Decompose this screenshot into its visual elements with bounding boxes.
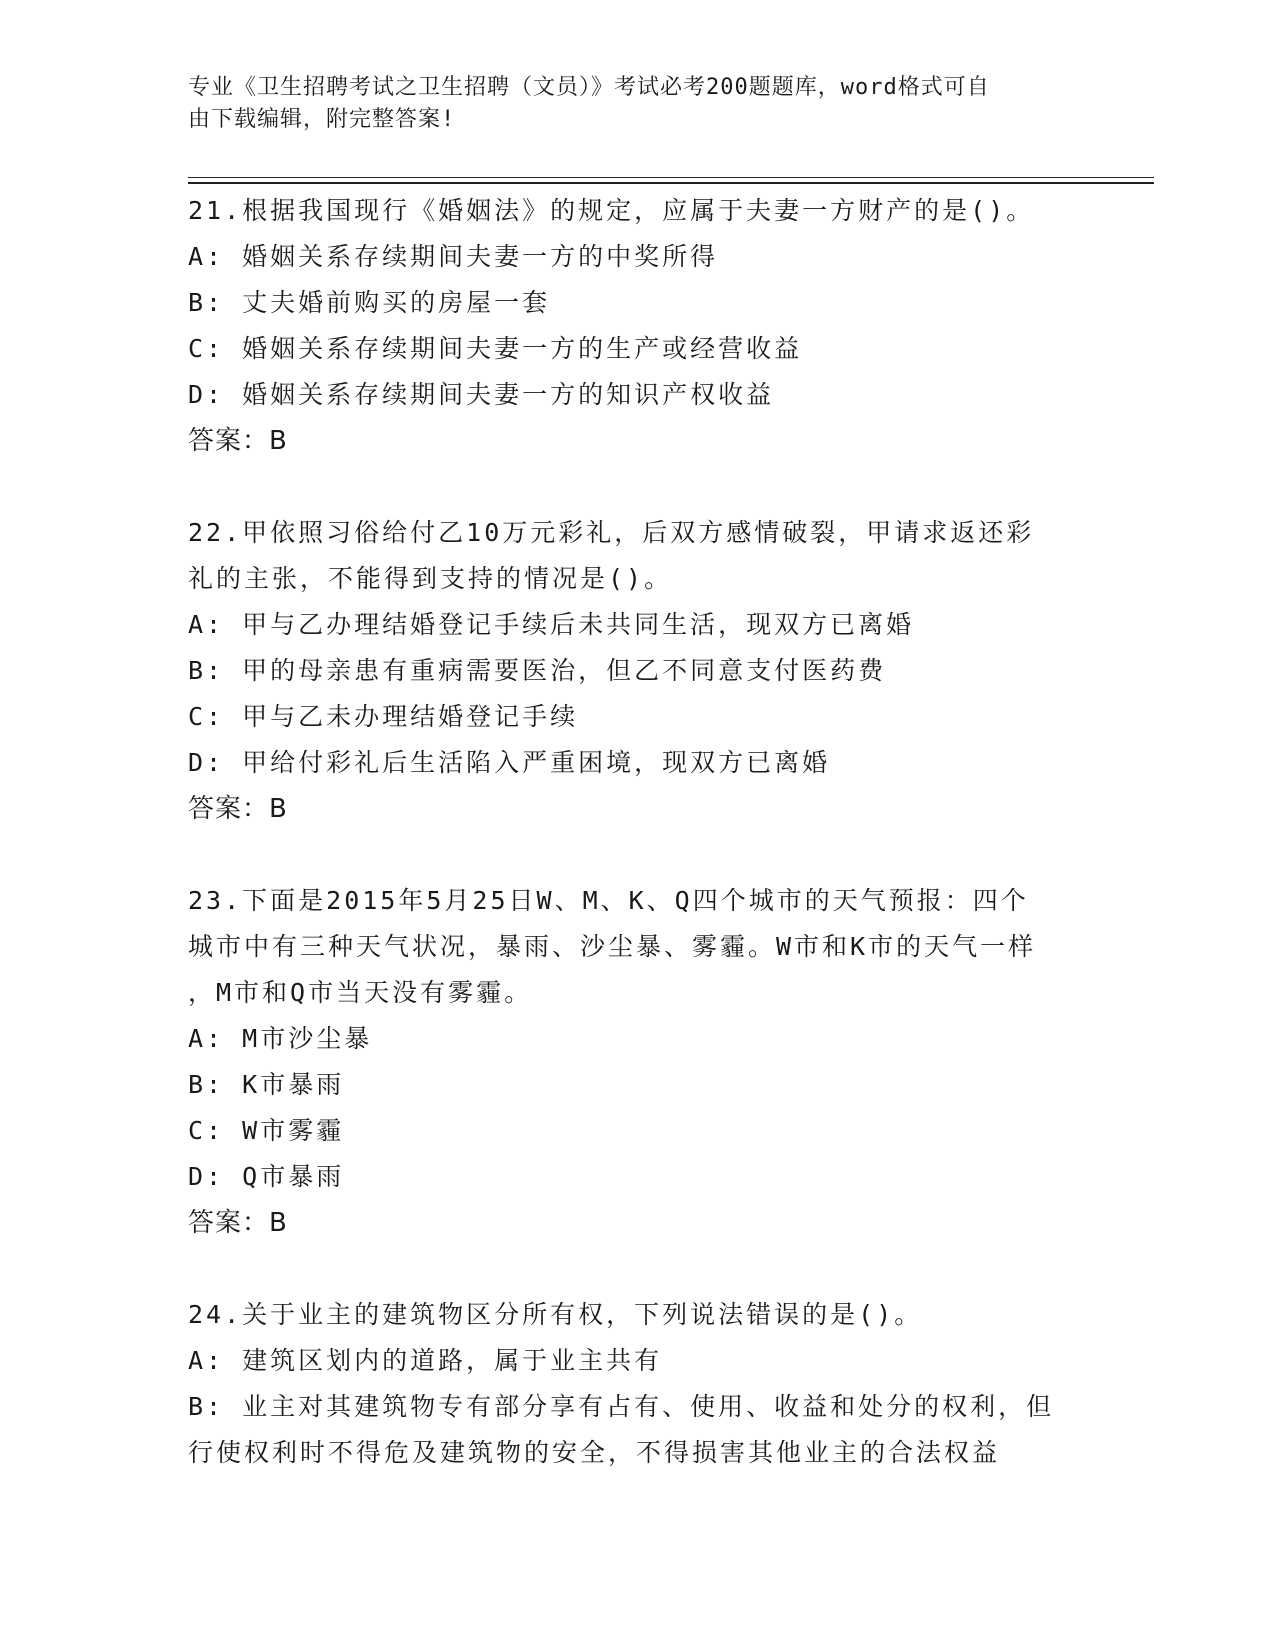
header-divider-thin <box>188 177 1154 178</box>
question-text-line-1: 23.下面是2015年5月25日W、M、K、Q四个城市的天气预报：四个 <box>188 886 1029 915</box>
question-text-line-2: 城市中有三种天气状况，暴雨、沙尘暴、雾霾。W市和K市的天气一样 <box>188 932 1037 961</box>
option-a: A: 婚姻关系存续期间夫妻一方的中奖所得 <box>188 242 719 271</box>
question-text: 24.关于业主的建筑物区分所有权，下列说法错误的是()。 <box>188 1300 923 1329</box>
option-b: B: K市暴雨 <box>188 1070 345 1099</box>
answer: 答案：B <box>188 794 288 824</box>
document-header <box>188 72 1068 136</box>
header-divider-thick <box>188 182 1154 184</box>
question-21 <box>188 188 1088 464</box>
question-23 <box>188 878 1088 1246</box>
question-text: 21.根据我国现行《婚姻法》的规定，应属于夫妻一方财产的是()。 <box>188 196 1035 225</box>
header-line-1: 专业《卫生招聘考试之卫生招聘（文员）》考试必考200题题库，word格式可自 <box>188 75 990 100</box>
option-a: A: 甲与乙办理结婚登记手续后未共同生活，现双方已离婚 <box>188 610 915 639</box>
question-24 <box>188 1292 1088 1476</box>
option-b: B: 丈夫婚前购买的房屋一套 <box>188 288 551 317</box>
option-a: A: 建筑区划内的道路，属于业主共有 <box>188 1346 663 1375</box>
option-d: D: Q市暴雨 <box>188 1162 345 1191</box>
question-22 <box>188 510 1088 832</box>
option-b: B: 甲的母亲患有重病需要医治，但乙不同意支付医药费 <box>188 656 887 685</box>
option-d: D: 甲给付彩礼后生活陷入严重困境，现双方已离婚 <box>188 748 831 777</box>
option-d: D: 婚姻关系存续期间夫妻一方的知识产权收益 <box>188 380 775 409</box>
option-b-line-2: 行使权利时不得危及建筑物的安全，不得损害其他业主的合法权益 <box>188 1438 1001 1467</box>
option-c: C: 婚姻关系存续期间夫妻一方的生产或经营收益 <box>188 334 803 363</box>
question-list <box>188 188 1088 1522</box>
answer: 答案：B <box>188 426 288 456</box>
option-a: A: M市沙尘暴 <box>188 1024 373 1053</box>
header-line-2: 由下载编辑，附完整答案! <box>188 107 456 132</box>
option-b-line-1: B: 业主对其建筑物专有部分享有占有、使用、收益和处分的权利，但 <box>188 1392 1055 1421</box>
option-c: C: W市雾霾 <box>188 1116 345 1145</box>
option-c: C: 甲与乙未办理结婚登记手续 <box>188 702 579 731</box>
question-text-line-3: ，M市和Q市当天没有雾霾。 <box>188 978 533 1007</box>
answer: 答案：B <box>188 1208 288 1238</box>
question-text-line-2: 礼的主张，不能得到支持的情况是()。 <box>188 564 673 593</box>
question-text-line-1: 22.甲依照习俗给付乙10万元彩礼，后双方感情破裂，甲请求返还彩 <box>188 518 1035 547</box>
